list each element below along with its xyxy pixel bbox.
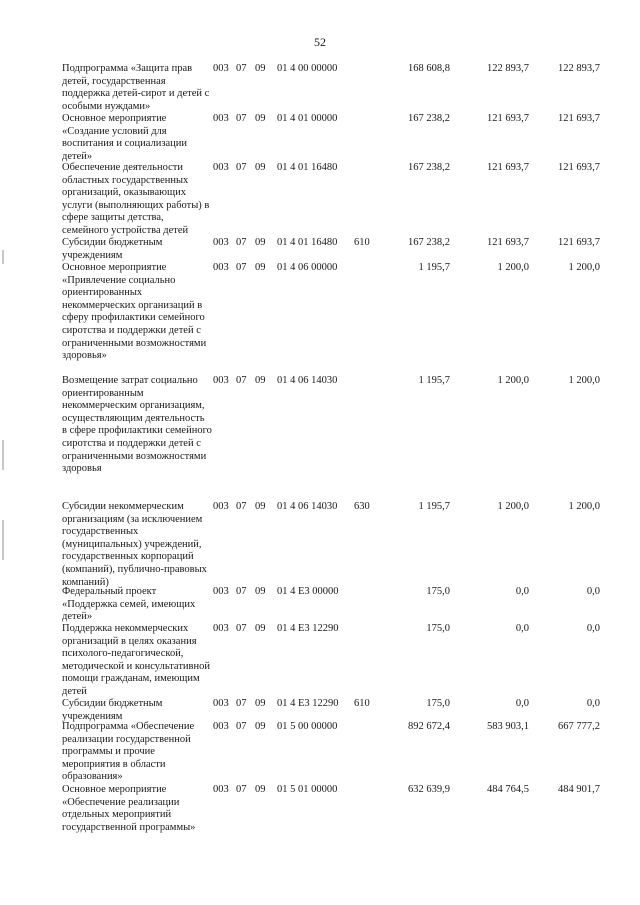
row-value-1: 892 672,4 bbox=[408, 721, 450, 732]
row-value-2: 484 764,5 bbox=[487, 784, 529, 795]
row-code-ministry: 003 bbox=[213, 262, 229, 273]
row-value-3: 1 200,0 bbox=[568, 501, 600, 512]
row-value-3: 1 200,0 bbox=[568, 375, 600, 386]
row-value-2: 1 200,0 bbox=[497, 375, 529, 386]
row-name: Подпрограмма «Защита прав детей, государственная поддержка детей-сирот и детей с особыми нуждами» bbox=[62, 63, 210, 112]
row-code-section: 07 bbox=[236, 237, 247, 248]
row-code-section: 07 bbox=[236, 586, 247, 597]
row-value-1: 167 238,2 bbox=[408, 237, 450, 248]
row-value-3: 121 693,7 bbox=[558, 237, 600, 248]
row-code-ministry: 003 bbox=[213, 237, 229, 248]
binding-mark bbox=[2, 520, 4, 560]
row-target-article: 01 5 01 00000 bbox=[277, 784, 338, 795]
row-value-3: 0,0 bbox=[586, 586, 600, 597]
row-code-section: 07 bbox=[236, 721, 247, 732]
row-value-1: 168 608,8 bbox=[408, 63, 450, 74]
row-code-subsection: 09 bbox=[255, 162, 266, 173]
binding-mark bbox=[2, 440, 4, 470]
row-code-subsection: 09 bbox=[255, 63, 266, 74]
row-target-article: 01 4 01 16480 bbox=[277, 162, 338, 173]
row-target-article: 01 4 01 16480 bbox=[277, 237, 338, 248]
row-value-3: 0,0 bbox=[586, 698, 600, 709]
row-value-2: 121 693,7 bbox=[487, 162, 529, 173]
row-expense-type: 610 bbox=[354, 698, 370, 709]
row-name: Подпрограмма «Обеспечение реализации государственной программы и прочие мероприятия в области образования» bbox=[62, 721, 195, 783]
row-target-article: 01 4 06 14030 bbox=[277, 375, 338, 386]
row-target-article: 01 4 06 14030 bbox=[277, 501, 338, 512]
row-value-3: 121 693,7 bbox=[558, 113, 600, 124]
row-value-3: 122 893,7 bbox=[558, 63, 600, 74]
row-code-ministry: 003 bbox=[213, 784, 229, 795]
row-value-1: 167 238,2 bbox=[408, 113, 450, 124]
row-code-subsection: 09 bbox=[255, 623, 266, 634]
row-value-3: 0,0 bbox=[586, 623, 600, 634]
row-value-2: 1 200,0 bbox=[497, 501, 529, 512]
row-name: Субсидии некоммерческим организациям (за исключением государственных (муниципальных) учреждений, государственных корпораций (компаний), публично-правовых компаний) bbox=[62, 501, 207, 588]
row-value-2: 0,0 bbox=[515, 698, 529, 709]
row-value-1: 175,0 bbox=[426, 698, 450, 709]
row-code-ministry: 003 bbox=[213, 63, 229, 74]
binding-mark bbox=[2, 250, 4, 264]
row-code-subsection: 09 bbox=[255, 237, 266, 248]
row-value-1: 167 238,2 bbox=[408, 162, 450, 173]
row-code-ministry: 003 bbox=[213, 375, 229, 386]
row-name: Федеральный проект «Поддержка семей, имеющих детей» bbox=[62, 586, 196, 623]
row-code-subsection: 09 bbox=[255, 375, 266, 386]
row-code-section: 07 bbox=[236, 784, 247, 795]
row-name: Основное мероприятие «Создание условий для воспитания и социализации детей» bbox=[62, 113, 188, 162]
row-name: Субсидии бюджетным учреждениям bbox=[62, 698, 163, 722]
row-name: Поддержка некоммерческих организаций в целях оказания психолого-педагогической, методической и консультативной помощи гражданам, имеющим детей bbox=[62, 623, 210, 697]
row-expense-type: 610 bbox=[354, 237, 370, 248]
row-code-subsection: 09 bbox=[255, 721, 266, 732]
row-value-3: 121 693,7 bbox=[558, 162, 600, 173]
row-code-section: 07 bbox=[236, 375, 247, 386]
row-target-article: 01 4 E3 12290 bbox=[277, 698, 339, 709]
row-value-2: 121 693,7 bbox=[487, 237, 529, 248]
row-code-section: 07 bbox=[236, 698, 247, 709]
row-target-article: 01 4 06 00000 bbox=[277, 262, 338, 273]
row-code-subsection: 09 bbox=[255, 113, 266, 124]
row-target-article: 01 4 E3 12290 bbox=[277, 623, 339, 634]
row-target-article: 01 5 00 00000 bbox=[277, 721, 338, 732]
row-value-2: 0,0 bbox=[515, 586, 529, 597]
row-value-2: 0,0 bbox=[515, 623, 529, 634]
row-value-2: 122 893,7 bbox=[487, 63, 529, 74]
row-target-article: 01 4 00 00000 bbox=[277, 63, 338, 74]
row-value-1: 1 195,7 bbox=[418, 501, 450, 512]
row-name: Возмещение затрат социально ориентированным некоммерческим организациям, осуществляющим деятельность в сфере профилактики семейного сиротства и поддержки детей с ограниченными возможностями здоровья bbox=[62, 375, 212, 475]
row-name: Субсидии бюджетным учреждениям bbox=[62, 237, 163, 261]
row-value-2: 121 693,7 bbox=[487, 113, 529, 124]
row-value-1: 175,0 bbox=[426, 586, 450, 597]
row-code-subsection: 09 bbox=[255, 262, 266, 273]
row-expense-type: 630 bbox=[354, 501, 370, 512]
row-code-ministry: 003 bbox=[213, 501, 229, 512]
row-code-section: 07 bbox=[236, 162, 247, 173]
row-value-3: 667 777,2 bbox=[558, 721, 600, 732]
row-code-section: 07 bbox=[236, 113, 247, 124]
row-value-2: 1 200,0 bbox=[497, 262, 529, 273]
row-code-section: 07 bbox=[236, 262, 247, 273]
row-code-section: 07 bbox=[236, 623, 247, 634]
row-code-ministry: 003 bbox=[213, 698, 229, 709]
row-code-subsection: 09 bbox=[255, 586, 266, 597]
row-code-ministry: 003 bbox=[213, 586, 229, 597]
row-value-2: 583 903,1 bbox=[487, 721, 529, 732]
row-value-1: 1 195,7 bbox=[418, 262, 450, 273]
row-target-article: 01 4 01 00000 bbox=[277, 113, 338, 124]
page-number: 52 bbox=[314, 35, 326, 49]
row-name: Основное мероприятие «Обеспечение реализации отдельных мероприятий государственной программы» bbox=[62, 784, 196, 833]
row-code-ministry: 003 bbox=[213, 623, 229, 634]
row-value-1: 1 195,7 bbox=[418, 375, 450, 386]
row-code-subsection: 09 bbox=[255, 501, 266, 512]
row-code-ministry: 003 bbox=[213, 113, 229, 124]
row-name: Основное мероприятие «Привлечение социально ориентированных некоммерческих организаций в сферу профилактики семейного сиротства и поддержки детей с ограниченными возможностями здоровья» bbox=[62, 262, 207, 362]
row-code-section: 07 bbox=[236, 501, 247, 512]
row-value-3: 1 200,0 bbox=[568, 262, 600, 273]
row-value-3: 484 901,7 bbox=[558, 784, 600, 795]
row-value-1: 175,0 bbox=[426, 623, 450, 634]
row-code-section: 07 bbox=[236, 63, 247, 74]
row-code-ministry: 003 bbox=[213, 721, 229, 732]
row-target-article: 01 4 E3 00000 bbox=[277, 586, 339, 597]
row-code-subsection: 09 bbox=[255, 698, 266, 709]
row-code-ministry: 003 bbox=[213, 162, 229, 173]
row-code-subsection: 09 bbox=[255, 784, 266, 795]
row-value-1: 632 639,9 bbox=[408, 784, 450, 795]
row-name: Обеспечение деятельности областных государственных организаций, оказывающих услуги (выполняющих работы) в сфере защиты детства, семейного устройства детей bbox=[62, 162, 210, 236]
